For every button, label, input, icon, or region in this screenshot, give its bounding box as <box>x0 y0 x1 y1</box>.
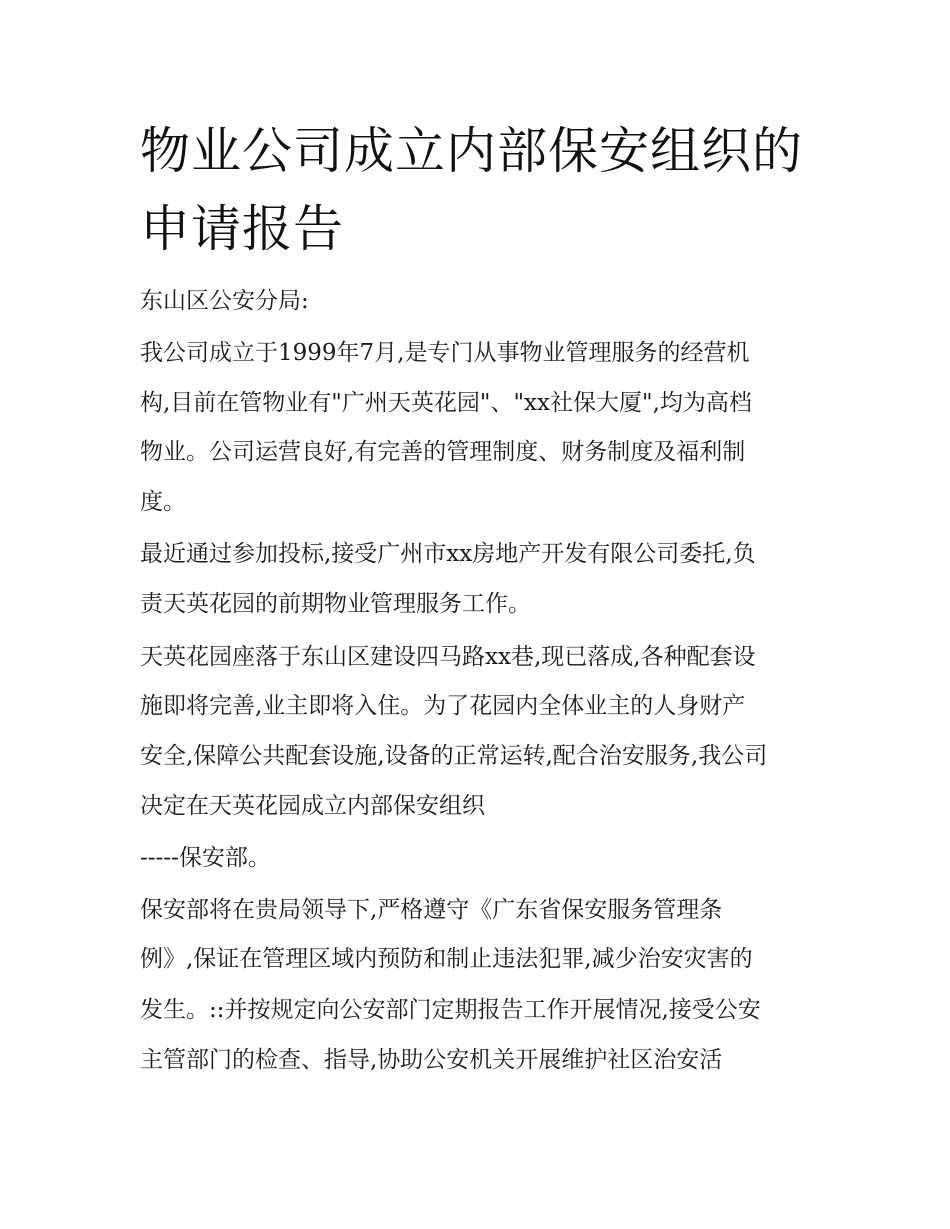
body-line: 施即将完善,业主即将入住。为了花园内全体业主的人身财产 <box>140 693 746 719</box>
title-line-2: 申请报告 <box>140 200 344 258</box>
body-line: 主管部门的检查、指导,协助公安机关开展维护社区治安活 <box>140 1047 723 1073</box>
body-line: 安全,保障公共配套设施,设备的正常运转,配合治安服务,我公司 <box>140 743 768 769</box>
title-line-1: 物业公司成立内部保安组织的 <box>140 122 803 180</box>
body-line: 最近通过参加投标,接受广州市xx房地产开发有限公司委托,负 <box>140 541 756 567</box>
body-line: 保安部将在贵局领导下,严格遵守《广东省保安服务管理条 <box>140 897 723 923</box>
body-line: 责天英花园的前期物业管理服务工作。 <box>140 591 531 617</box>
body-line: 构,目前在管物业有"广州天英花园"、"xx社保大厦",均为高档 <box>140 390 752 416</box>
body-line: -----保安部。 <box>140 845 271 871</box>
body-line: 我公司成立于1999年7月,是专门从事物业管理服务的经营机 <box>140 340 750 366</box>
body-line: 物业。公司运营良好,有完善的管理制度、财务制度及福利制 <box>140 439 746 465</box>
body-line: 例》,保证在管理区域内预防和制止违法犯罪,减少治安灾害的 <box>140 946 753 972</box>
body-line: 度。 <box>140 489 186 515</box>
addressee-line: 东山区公安分局: <box>140 288 309 314</box>
body-line: 发生。::并按规定向公安部门定期报告工作开展情况,接受公安 <box>140 997 761 1023</box>
body-line: 天英花园座落于东山区建设四马路xx巷,现已落成,各种配套设 <box>140 644 756 670</box>
document-title <box>140 112 820 268</box>
body-line: 决定在天英花园成立内部保安组织 <box>140 793 485 819</box>
